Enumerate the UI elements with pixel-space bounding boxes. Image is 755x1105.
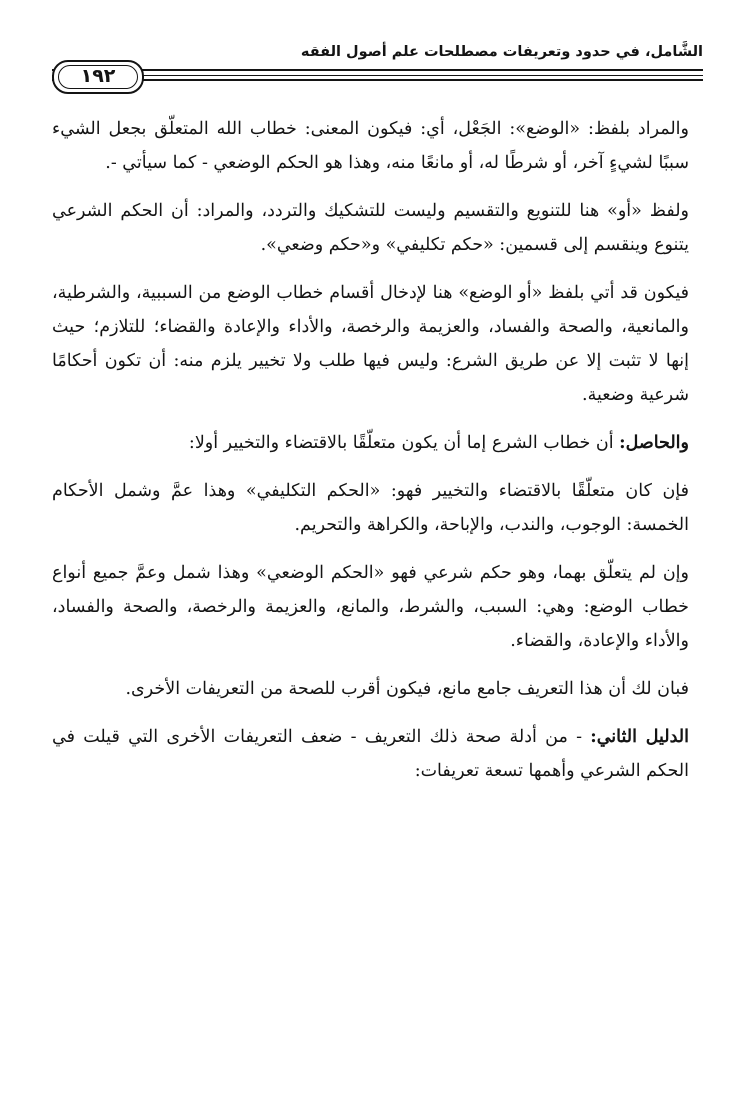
body-text (52, 112, 689, 802)
paragraph (52, 672, 689, 706)
paragraph (52, 720, 689, 788)
page-number: ١٩٢ (52, 60, 144, 94)
page-header (52, 36, 703, 92)
paragraph-text: فإن كان متعلّقًا بالاقتضاء والتخيير فهو: «الحكم التكليفي» وهذا عمَّ وشمل الأحكام الخمسة: الوجوب، والندب، والإباحة، والكراهة والتحريم. (52, 481, 689, 535)
paragraph-text: ولفظ «أو» هنا للتنويع والتقسيم وليست للتشكيك والتردد، والمراد: أن الحكم الشرعي يتنوع وينقسم إلى قسمين: «حكم تكليفي» و«حكم وضعي». (52, 201, 689, 255)
header-rule (52, 79, 703, 81)
paragraph-text: فبان لك أن هذا التعريف جامع مانع، فيكون أقرب للصحة من التعريفات الأخرى. (125, 679, 689, 699)
paragraph-lead: الدليل الثاني: (590, 727, 689, 747)
header-rule (52, 69, 703, 71)
paragraph-lead: والحاصل: (619, 433, 689, 453)
paragraph (52, 426, 689, 460)
paragraph (52, 276, 689, 412)
paragraph (52, 556, 689, 658)
running-title: الشَّامل، في حدود وتعريفات مصطلحات علم أصول الفقه (300, 44, 703, 60)
paragraph-text: والمراد بلفظ: «الوضع»: الجَعْل، أي: فيكون المعنى: خطاب الله المتعلّق بجعل الشيء سببًا لشيءٍ آخر، أو شرطًا له، أو مانعًا منه، وهذا هو الحكم الوضعي - كما سيأتي -. (52, 119, 689, 173)
paragraph-text: فيكون قد أتي بلفظ «أو الوضع» هنا لإدخال أقسام خطاب الوضع من السببية، والشرطية، والمانعية، والصحة والفساد، والعزيمة والرخصة، والأداء والإعادة والقضاء؛ للتلازم؛ حيث إنها لا تثبت إلا عن طريق الشرع: وليس فيها طلب ولا تخيير يلزم منه: أن تكون أحكامًا شرعية وضعية. (52, 283, 689, 405)
paragraph-text: أن خطاب الشرع إما أن يكون متعلّقًا بالاقتضاء والتخيير أولا: (188, 433, 614, 453)
paragraph (52, 474, 689, 542)
paragraph-text: وإن لم يتعلّق بهما، وهو حكم شرعي فهو «الحكم الوضعي» وهذا شمل وعمَّ جميع أنواع خطاب الوضع: وهي: السبب، والشرط، والمانع، والعزيمة والرخصة، والصحة والفساد، والأداء والإعادة، والقضاء. (52, 563, 689, 651)
paragraph-text: - من أدلة صحة ذلك التعريف - ضعف التعريفات الأخرى التي قيلت في الحكم الشرعي وأهمها تسعة تعريفات: (52, 727, 689, 781)
paragraph (52, 194, 689, 262)
header-rule (52, 75, 703, 76)
paragraph (52, 112, 689, 180)
